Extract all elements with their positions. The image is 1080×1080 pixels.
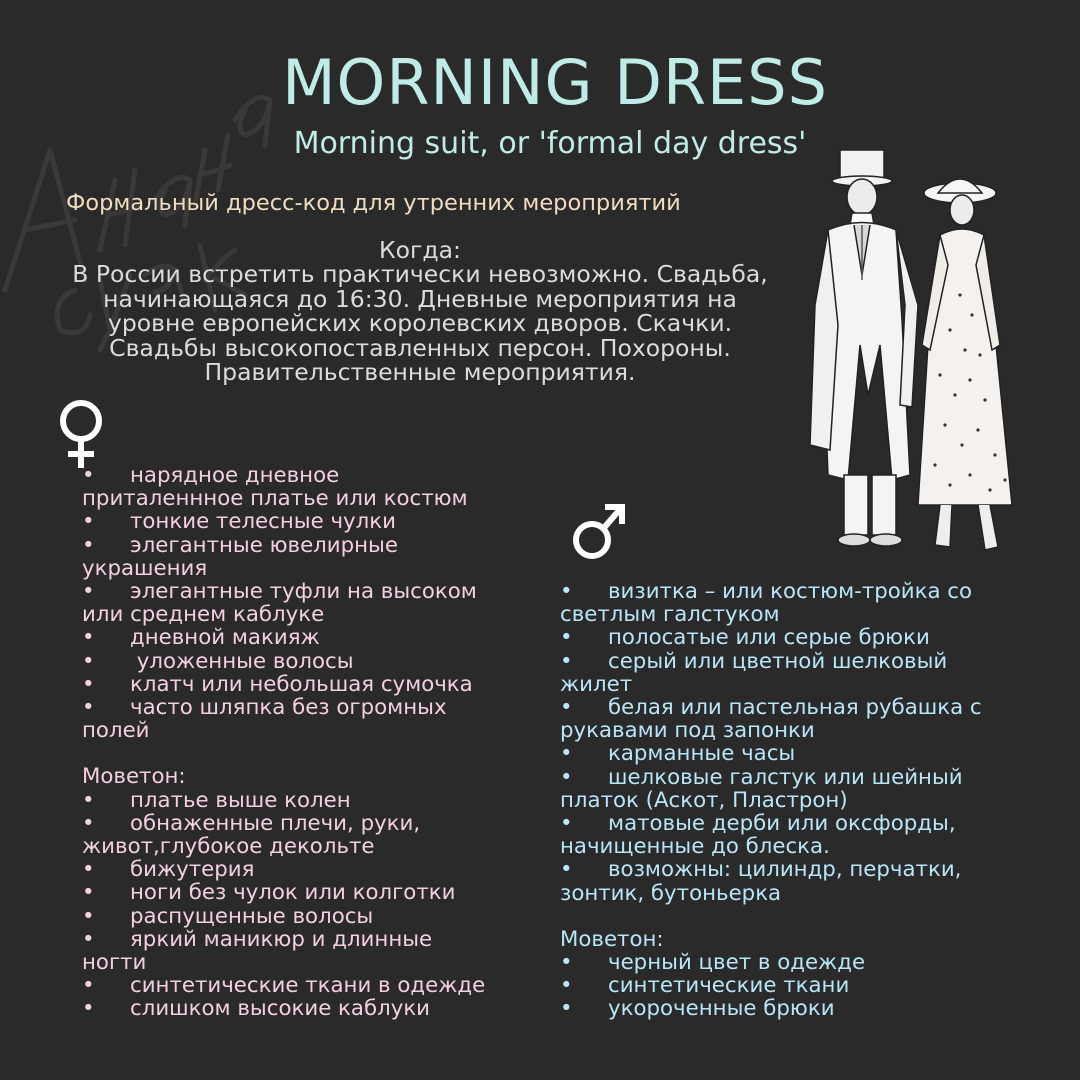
bullet-icon: • — [560, 857, 573, 883]
bullet-icon: • — [82, 810, 95, 836]
list-item: • уложенные волосы — [82, 648, 354, 674]
when-label: Когда: — [379, 236, 461, 264]
bullet-icon: • — [560, 811, 573, 837]
female-symbol-icon — [52, 398, 110, 470]
women-moveton-label: Моветон: — [82, 764, 186, 790]
woman-figure — [918, 179, 1012, 550]
list-item: • тонкие телесные чулки — [82, 509, 396, 535]
women-dress-list — [82, 464, 502, 1021]
list-item: • синтетические ткани — [560, 973, 850, 999]
list-item: • часто шляпка без огромных полей — [82, 695, 447, 744]
list-item: • белая или пастельная рубашка с рукавами под запонки — [560, 695, 982, 744]
male-symbol-icon — [570, 500, 628, 562]
bullet-icon: • — [82, 695, 95, 721]
list-item: • матовые дерби или оксфорды, начищенные до блеска. — [560, 811, 956, 860]
bullet-icon: • — [560, 741, 573, 767]
men-dress-list — [560, 580, 1000, 1021]
bullet-icon: • — [82, 880, 95, 906]
bullet-icon: • — [560, 973, 573, 999]
page-subtitle: Morning suit, or 'formal day dress' — [293, 126, 807, 161]
bullet-icon: • — [82, 579, 95, 605]
bullet-icon: • — [82, 857, 95, 883]
spacer — [82, 742, 502, 765]
bullet-icon: • — [560, 625, 573, 651]
list-item: • укороченные брюки — [560, 996, 835, 1022]
bullet-icon: • — [82, 787, 95, 813]
list-item: • слишком высокие каблуки — [82, 996, 431, 1022]
bullet-icon: • — [82, 903, 95, 929]
list-item: • карманные часы — [560, 741, 796, 767]
spacer — [560, 905, 1000, 928]
bullet-icon: • — [82, 625, 95, 651]
list-item: • распущенные волосы — [82, 903, 374, 929]
bullet-icon: • — [560, 950, 573, 976]
bullet-icon: • — [82, 463, 95, 488]
bullet-icon: • — [82, 509, 95, 535]
list-item: • бижутерия — [82, 857, 255, 883]
list-item: • нарядное дневное приталеннное платье или костюм — [82, 463, 468, 512]
list-item: • элегантные ювелирные украшения — [82, 532, 398, 581]
dress-code-tagline: Формальный дресс-код для утренних мероприятий — [66, 190, 681, 216]
list-item: • синтетические ткани в одежде — [82, 973, 486, 999]
list-item: • черный цвет в одежде — [560, 950, 866, 976]
list-item: • возможны: цилиндр, перчатки, зонтик, бутоньерка — [560, 857, 962, 906]
list-item: • шелковые галстук или шейный платок (Аскот, Пластрон) — [560, 764, 963, 813]
bullet-icon: • — [82, 671, 95, 697]
list-item: • платье выше колен — [82, 787, 351, 813]
bullet-icon: • — [82, 973, 95, 999]
list-item: • серый или цветной шелковый жилет — [560, 648, 948, 697]
men-moveton-label: Моветон: — [560, 926, 664, 952]
bullet-icon: • — [560, 695, 573, 721]
bullet-icon: • — [560, 648, 573, 674]
bullet-icon: • — [560, 579, 573, 604]
page-title: MORNING DRESS — [282, 46, 828, 119]
bullet-icon: • — [82, 532, 95, 558]
bullet-icon: • — [82, 996, 95, 1022]
list-item: • яркий маникюр и длинные ногти — [82, 926, 433, 976]
bullet-icon: • — [82, 648, 95, 674]
list-item: • обнаженные плечи, руки, живот,глубокое декольте — [82, 810, 421, 860]
list-item: • полосатые или серые брюки — [560, 625, 930, 651]
list-item: • элегантные туфли на высоком или среднем каблуке — [82, 579, 477, 628]
couple-illustration — [800, 145, 1030, 565]
when-text: В России встретить практически невозможно. Свадьба, начинающаяся до 16:30. Дневные мероприятия на уровне европейских королевских дворов. Скачки. Свадьбы высокопоставленных персон. Похороны. Правительственные мероприятия. — [72, 260, 768, 387]
list-item: • клатч или небольшая сумочка — [82, 671, 473, 697]
list-item: • дневной макияж — [82, 625, 320, 651]
list-item: • визитка – или костюм-тройка со светлым галстуком — [560, 579, 973, 628]
bullet-icon: • — [560, 996, 573, 1022]
man-figure — [810, 150, 918, 546]
bullet-icon: • — [82, 926, 95, 952]
list-item: • ноги без чулок или колготки — [82, 880, 456, 906]
bullet-icon: • — [560, 764, 573, 790]
when-section — [60, 236, 780, 387]
